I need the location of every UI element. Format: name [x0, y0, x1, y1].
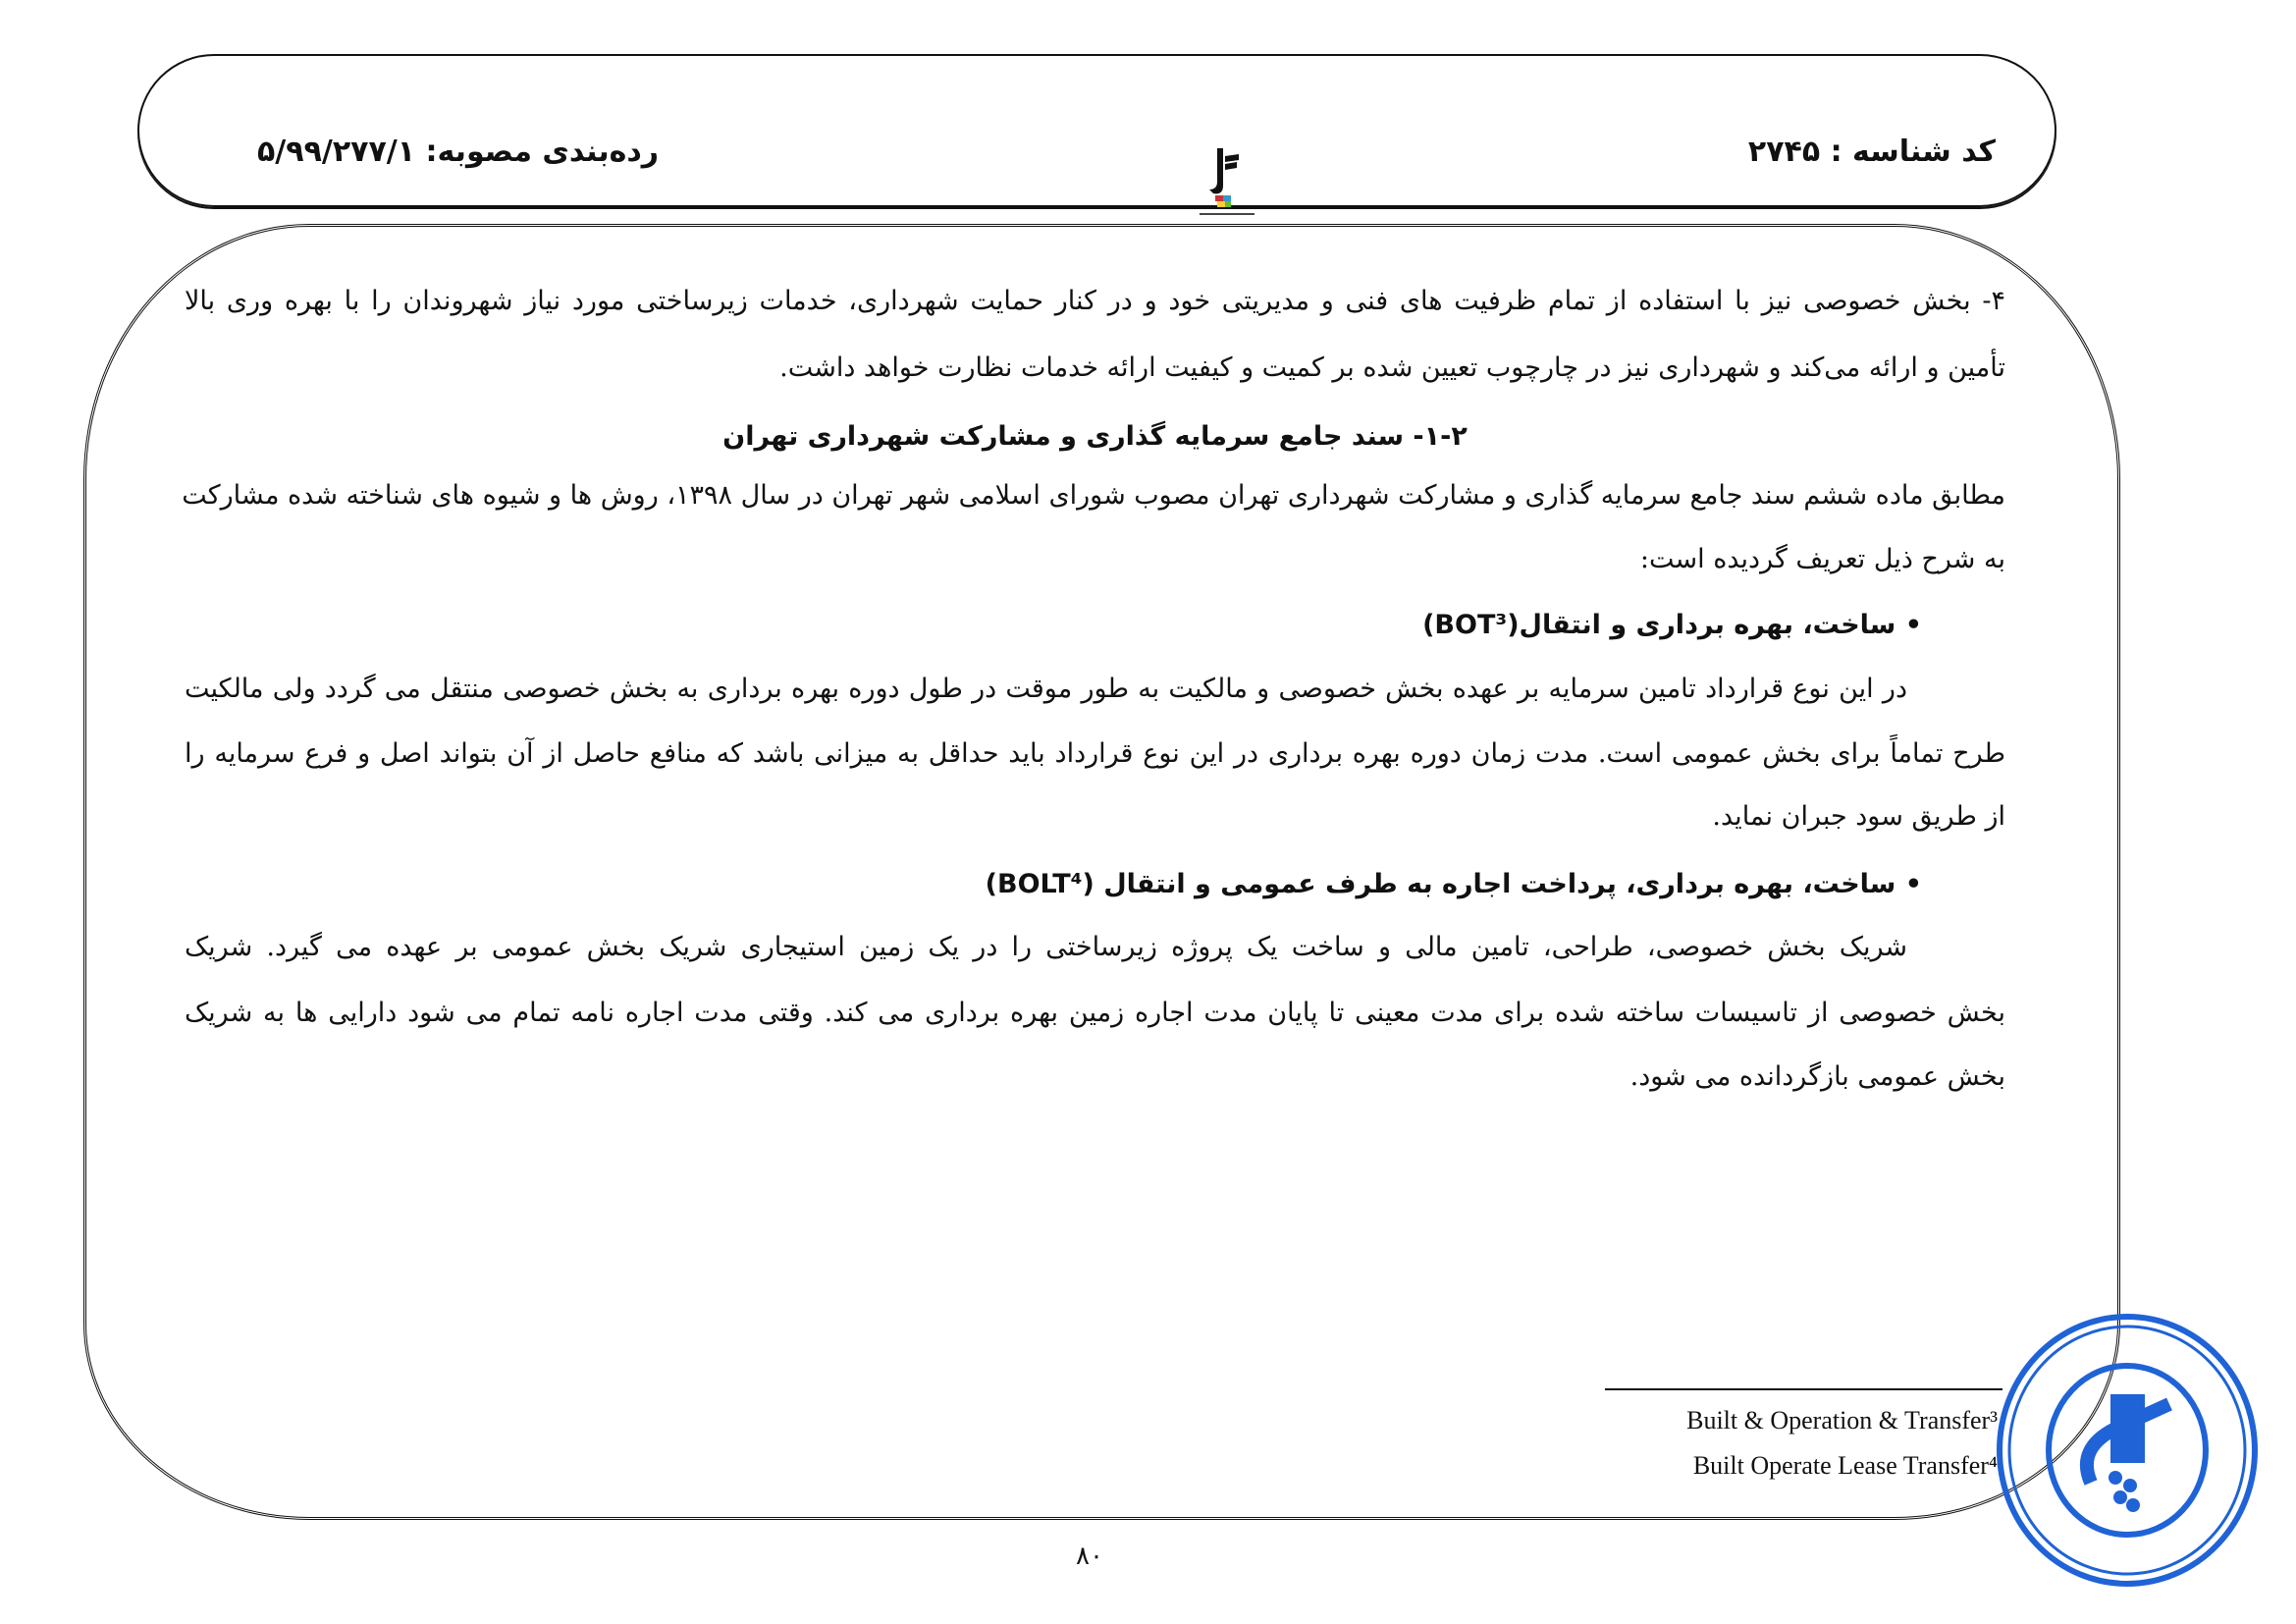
paragraph-line: به شرح ذیل تعریف گردیده است: [1639, 544, 2005, 574]
paragraph-line: بخش خصوصی از تاسیسات ساخته شده برای مدت معینی تا پایان مدت اجاره زمین بهره برداری می کند. وقتی مدت اجاره نامه تمام می شود دارایی ها به شریک [185, 998, 2005, 1028]
paragraph-line: بخش عمومی بازگردانده می شود. [1629, 1061, 2005, 1092]
paragraph-line: مطابق ماده ششم سند جامع سرمایه گذاری و مشارکت شهرداری تهران مصوب شورای اسلامی شهر تهران در سال ۱۳۹۸، روش ها و شیوه های شناخته شده مشارکت [182, 480, 2005, 511]
paragraph-line: از طریق سود جبران نماید. [1712, 801, 2005, 832]
footnote-divider [1605, 1388, 2002, 1390]
paragraph-line: طرح تماماً برای بخش عمومی است. مدت زمان دوره بهره برداری در این نوع قرارداد باید حداقل به میزانی باشد که منافع حاصل از آن بتواند اصل و فرع سرمایه را [185, 738, 2005, 769]
bullet-heading-bot: • ساخت، بهره برداری و انتقال(BOT³) [1422, 610, 1922, 640]
paragraph-line: ۴- بخش خصوصی نیز با استفاده از تمام ظرفیت های فنی و مدیریتی خود و در کنار حمایت شهرداری، خدمات زیرساختی مورد نیاز شهروندان را با بهره وری بالا [185, 286, 2005, 316]
header-box [137, 54, 2056, 207]
footnote-3: Built & Operation & Transfer³ [1686, 1406, 1998, 1435]
council-logo-icon [1180, 146, 1268, 225]
official-stamp-icon [1988, 1311, 2268, 1591]
section-heading: ۱-۲- سند جامع سرمایه گذاری و مشارکت شهرداری تهران [722, 421, 1468, 452]
footnote-4: Built Operate Lease Transfer⁴ [1692, 1451, 1998, 1480]
bullet-heading-bolt: • ساخت، بهره برداری، پرداخت اجاره به طرف عمومی و انتقال (BOLT⁴) [985, 869, 1922, 899]
page-number: ۸۰ [1076, 1542, 1103, 1571]
paragraph-line: در این نوع قرارداد تامین سرمایه بر عهده بخش خصوصی و مالکیت به طور موقت در طول دوره بهره برداری به بخش خصوصی منتقل می گردد ولی مالکیت [185, 674, 1907, 704]
document-code: کد شناسه : ۲۷۴۵ [1747, 135, 1996, 169]
paragraph-line: شریک بخش خصوصی، طراحی، تامین مالی و ساخت یک پروژه زیرساختی را در یک زمین استیجاری شریک بخش عمومی بر عهده می گیرد. شریک [185, 932, 1907, 962]
paragraph-line: تأمین و ارائه می‌کند و شهرداری نیز در چارچوب تعیین شده بر کمیت و کیفیت ارائه خدمات نظارت خواهد داشت. [779, 352, 2005, 383]
resolution-classification: رده‌بندی مصوبه: ۵/۹۹/۲۷۷/۱ [257, 135, 660, 169]
